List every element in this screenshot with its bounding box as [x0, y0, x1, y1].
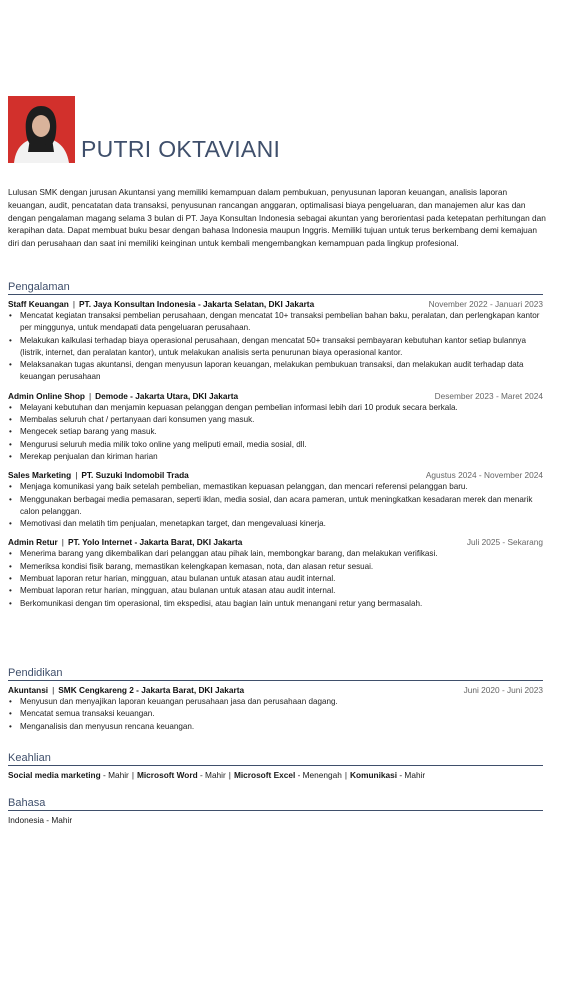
job-role: Admin Retur — [8, 537, 58, 548]
job-item: Admin Retur | PT. Yolo Internet - Jakarta Barat, DKI Jakarta Juli 2025 - Sekarang • Menerima barang yang dikembalikan dari pelanggan atau pihak lain, membongkar barang, dan melakukan verifikasi. • Memeriksa kondisi fisik barang, memastikan kelengkapan kemasan, nota, dan alasan retur sesuai. • Membuat laporan retur harian, mingguan, atau bulanan untuk atasan atau audit internal. • Membuat laporan retur harian, mingguan, atau bulanan untuk atasan atau audit internal. • Berkomunikasi dengan tim operasional, tim ekspedisi, atau bagian lain untuk menangani retur yang bermasalah. — [8, 536, 543, 609]
skills-title: Keahlian — [8, 752, 543, 766]
candidate-name: PUTRI OKTAVIANI — [81, 136, 281, 162]
job-company: Demode - Jakarta Utara, DKI Jakarta — [95, 390, 239, 401]
job-bullet: • Memeriksa kondisi fisik barang, memastikan kelengkapan kemasan, nota, dan alasan retur sesuai. — [18, 561, 543, 573]
job-bullet: • Menggunakan berbagai media pemasaran, seperti iklan, media sosial, dan acara pameran, untuk meningkatkan kesadaran merek dan menarik calon pelanggan. — [18, 494, 543, 519]
job-role: Sales Marketing — [8, 470, 72, 481]
job-date: Desember 2023 - Maret 2024 — [434, 390, 543, 401]
skill-name: Microsoft Excel — [233, 770, 296, 780]
skills-section — [8, 752, 543, 781]
job-bullet: • Berkomunikasi dengan tim operasional, tim ekspedisi, atau bagian lain untuk menangani retur yang bermasalah. — [18, 598, 543, 610]
job-bullet: • Membuat laporan retur harian, mingguan, atau bulanan untuk atasan atau audit internal. — [18, 585, 543, 597]
skill-level: Menengah — [302, 770, 342, 780]
job-bullet: • Menjaga komunikasi yang baik setelah pembelian, memastikan kepuasan pelanggan, dan mencari referensi pelanggan baru. — [18, 481, 543, 493]
job-company: PT. Yolo Internet - Jakarta Barat, DKI Jakarta — [67, 537, 243, 548]
job-role: Staff Keuangan — [8, 299, 69, 309]
education-school: SMK Cengkareng 2 - Jakarta Barat, DKI Jakarta — [58, 685, 245, 695]
education-major: Akuntansi — [8, 685, 49, 695]
skill-name: Microsoft Word — [136, 770, 198, 780]
language-item: Indonesia - Mahir — [8, 815, 73, 825]
education-bullet: • Mencatat semua transaksi keuangan. — [18, 708, 543, 720]
job-bullet: • Melayani kebutuhan dan menjamin kepuasan pelanggan dengan pembelian informasi lebih dari 10 produk secara berkala. — [18, 402, 543, 414]
skill-level: Mahir — [404, 770, 426, 780]
profile-photo — [8, 96, 75, 163]
languages-title: Bahasa — [8, 797, 543, 811]
job-bullet: • Membalas seluruh chat / pertanyaan dari konsumen yang masuk. — [18, 414, 543, 426]
job-company: PT. Jaya Konsultan Indonesia - Jakarta Selatan, DKI Jakarta — [79, 299, 315, 309]
job-date: Juli 2025 - Sekarang — [466, 537, 543, 548]
job-item: Staff Keuangan | PT. Jaya Konsultan Indonesia - Jakarta Selatan, DKI Jakarta November 2022 - Januari 2023 • Mencatat kegiatan transaksi pembelian perusahaan, dengan mencatat 10+ transaksi pembelian bahan baku, peralatan, dan perlengkapan kantor per minggunya, untuk mendapati data pengeluaran perusahaan. • Melakukan kalkulasi terhadap biaya operasional perusahaan, dengan mencatat 50+ transaksi pembayaran kebutuhan kantor setiap bulannya (listrik, internet, dan peralatan kantor), untuk melakukan analisis serta penurunan biaya operasional kantor. • Melaksanakan tugas akuntansi, dengan menyusun laporan keuangan, melakukan pembukuan transaksi, dan melakukan audit terhadap data keuangan perusahaan — [8, 298, 543, 384]
job-company: PT. Suzuki Indomobil Trada — [81, 470, 189, 481]
job-bullet: • Menerima barang yang dikembalikan dari pelanggan atau pihak lain, membongkar barang, dan melakukan verifikasi. — [18, 548, 543, 560]
job-date: Agustus 2024 - November 2024 — [425, 470, 543, 481]
job-bullet: • Membuat laporan retur harian, mingguan, atau bulanan untuk atasan atau audit internal. — [18, 573, 543, 585]
experience-section — [8, 281, 543, 616]
job-bullet: • Melakukan kalkulasi terhadap biaya operasional perusahaan, dengan mencatat 50+ transaksi pembayaran kebutuhan kantor setiap bulannya (listrik, internet, dan peralatan kantor), untuk melakukan analisis serta penurunan biaya operasional kantor. — [18, 335, 543, 360]
languages-section — [8, 797, 543, 826]
skill-level: Mahir — [205, 770, 226, 780]
education-title: Pendidikan — [8, 667, 543, 681]
resume-header — [8, 96, 280, 163]
education-date: Juni 2020 - Juni 2023 — [463, 685, 543, 695]
job-bullet: • Mengurusi seluruh media milik toko online yang meliputi email, media sosial, dll. — [18, 439, 543, 451]
job-bullet: • Melaksanakan tugas akuntansi, dengan menyusun laporan keuangan, melakukan pembukuan transaksi, dan melakukan audit terhadap data keuangan perusahaan — [18, 359, 543, 384]
job-bullet: • Merekap penjualan dan kiriman harian — [18, 451, 543, 463]
education-bullet: • Menyusun dan menyajikan laporan keuangan perusahaan jasa dan perusahaan dagang. — [18, 696, 543, 708]
education-section: Pendidikan Akuntansi | SMK Cengkareng 2 - Jakarta Barat, DKI Jakarta Juni 2020 - Juni 2023 • Menyusun dan menyajikan laporan keuangan perusahaan jasa dan perusahaan dagang. • Mencatat semua transaksi keuangan. • Menganalisis dan menyusun rencana keuangan. — [8, 667, 543, 733]
job-role: Admin Online Shop — [8, 390, 85, 401]
skills-list: Social media marketing - Mahir | Microsoft Word - Mahir | Microsoft Excel - Menengah | Komunikasi - Mahir — [8, 770, 426, 780]
job-date: November 2022 - Januari 2023 — [428, 299, 543, 309]
skill-name: Komunikasi — [350, 770, 398, 780]
job-item: Sales Marketing | PT. Suzuki Indomobil Trada Agustus 2024 - November 2024 • Menjaga komunikasi yang baik setelah pembelian, memastikan kepuasan pelanggan, dan mencari referensi pelanggan baru. • Menggunakan berbagai media pemasaran, seperti iklan, media sosial, dan acara pameran, untuk meningkatkan kesadaran merek dan menarik calon pelanggan. • Memotivasi dan melatih tim penjualan, menetapkan target, dan mengevaluasi kinerja. — [8, 469, 543, 530]
summary-text: Lulusan SMK dengan jurusan Akuntansi yang memiliki kemampuan dalam pembukuan, penyusunan laporan keuangan, analisis laporan keuangan, audit, pencatatan data transaksi, penyusunan rancangan anggaran, optimalisasi biaya pengeluaran, dan manajemen alur kas dan dengan pengalaman magang selama 3 bulan di PT. Jaya Konsultan Indonesia sebagai akuntan yang berorientasi pada ketepatan perhitungan dan kerapihan data. Dapat membuat buku besar dengan bahasa Indonesia maupun Inggris. Memiliki tujuan untuk terus berkembang demi kemajuan diri dan perusahaan dan saat ini memiliki keinginan untuk kembali mengembangkan kemampuan pada lingkup profesional. — [8, 187, 546, 249]
job-bullet: • Mengecek setiap barang yang masuk. — [18, 426, 543, 438]
job-bullet: • Memotivasi dan melatih tim penjualan, menetapkan target, dan mengevaluasi kinerja. — [18, 518, 543, 530]
skill-name: Social media marketing — [8, 770, 101, 780]
job-bullet: • Mencatat kegiatan transaksi pembelian perusahaan, dengan mencatat 10+ transaksi pembelian bahan baku, peralatan, dan perlengkapan kantor per minggunya, untuk mendapati data pengeluaran perusahaan. — [18, 310, 543, 335]
job-item: Admin Online Shop | Demode - Jakarta Utara, DKI Jakarta Desember 2023 - Maret 2024 • Melayani kebutuhan dan menjamin kepuasan pelanggan dengan pembelian informasi lebih dari 10 produk secara berkala. • Membalas seluruh chat / pertanyaan dari konsumen yang masuk. • Mengecek setiap barang yang masuk. • Mengurusi seluruh media milik toko online yang meliputi email, media sosial, dll. • Merekap penjualan dan kiriman harian — [8, 390, 543, 463]
education-bullet: • Menganalisis dan menyusun rencana keuangan. — [18, 721, 543, 733]
experience-title: Pengalaman — [8, 281, 543, 295]
skill-level: Mahir — [108, 770, 129, 780]
